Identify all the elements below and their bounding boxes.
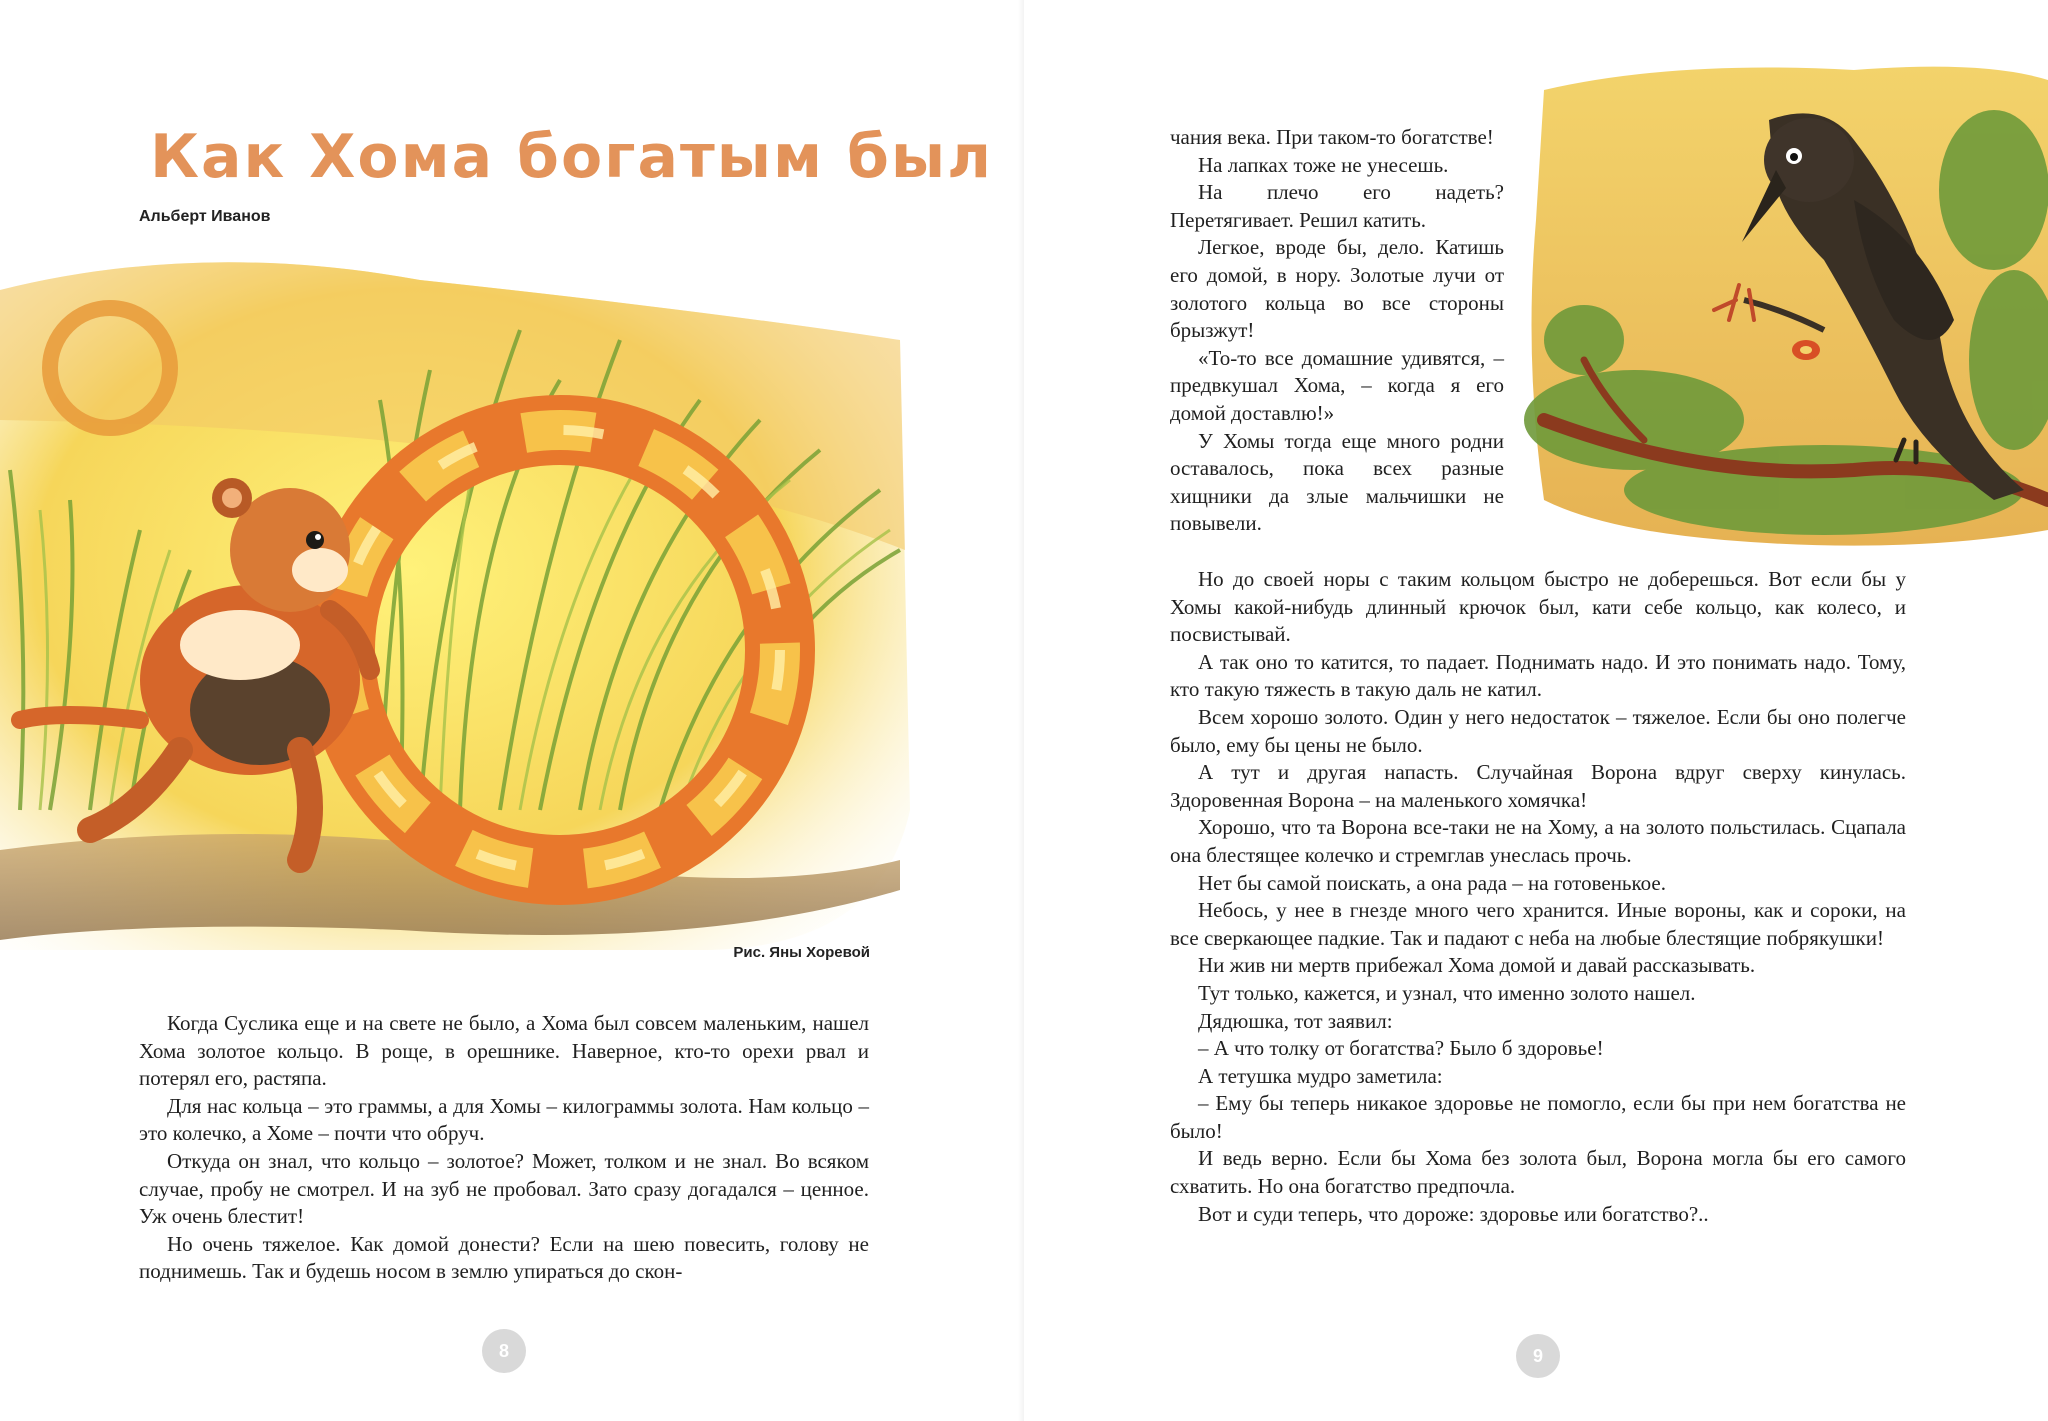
paragraph: На плечо его надеть? Перетягивает. Решил катить. (1170, 180, 1504, 232)
paragraph: На лапках тоже не унесешь. (1198, 152, 1449, 177)
paragraph: Нет бы самой поискать, а она рада – на готовенькое. (1198, 870, 1666, 895)
paragraph: Откуда он знал, что кольцо – золотое? Может, толком и не знал. Во всяком случае, пробу не смотрел. И на зуб не пробовал. Зато сразу догадался – ценное. Уж очень блестит! (139, 1148, 869, 1229)
paragraph: – А что толку от богатства? Было б здоровье! (1198, 1036, 1604, 1061)
story-author: Альберт Иванов (139, 208, 271, 225)
paragraph: «То-то все домашние удивятся, – предвкушал Хома, – когда я его домой доставлю!» (1170, 345, 1504, 425)
paragraph: Вот и суди теперь, что дороже: здоровье или богатство?.. (1198, 1201, 1709, 1226)
illustration-caption: Рис. Яны Хоревой (733, 944, 870, 961)
story-title: Как Хома богатым был (150, 122, 994, 192)
paragraph: Для нас кольца – это граммы, а для Хомы – килограммы золота. Нам кольцо – это колечко, а Хоме – почти что обруч. (139, 1093, 869, 1146)
paragraph: Хорошо, что та Ворона все-таки не на Хому, а на золото польстилась. Сцапала она блестящее колечко и стремглав унеслась прочь. (1170, 815, 1906, 867)
left-page-text (139, 1010, 869, 1286)
paragraph: А тут и другая напасть. Случайная Ворона вдруг сверху кинулась. Здоровенная Ворона – на маленького хомячка! (1170, 760, 1906, 812)
paragraph: Всем хорошо золото. Один у него недостаток – тяжелое. Если бы оно полегче было, ему бы цены не было. (1170, 704, 1906, 757)
right-page-text-bottom (1170, 566, 1906, 1228)
paragraph: Но до своей норы с таким кольцом быстро не доберешься. Вот если бы у Хомы какой-нибудь длинный крючок был, кати себе кольцо, как колесо, и посвистывай. (1170, 567, 1906, 647)
paragraph: – Ему бы теперь никакое здоровье не помогло, если бы при нем богатства не было! (1170, 1091, 1906, 1143)
paragraph: Небось, у нее в гнезде много чего хранится. Иные вороны, как и сороки, на все сверкающее падкие. Так и падают с неба на любые блестящие побрякушки! (1170, 898, 1906, 950)
crow-on-branch-illustration (1524, 60, 2048, 550)
paragraph: А тетушка мудро заметила: (1198, 1063, 1443, 1088)
hamster-with-golden-ring-illustration (0, 250, 920, 960)
paragraph: Но очень тяжелое. Как домой донести? Если на шею повесить, голову не поднимешь. Так и будешь носом в землю упираться до скон- (139, 1231, 869, 1284)
paragraph: чания века. При таком-то богатстве! (1170, 125, 1494, 149)
paragraph: И ведь верно. Если бы Хома без золота был, Ворона могла бы его самого схватить. Но она богатство предпочла. (1170, 1146, 1906, 1199)
paragraph: Когда Суслика еще и на свете не было, а Хома был совсем маленьким, нашел Хома золотое кольцо. В роще, в орешнике. Наверное, кто-то орехи рвал и потерял его, растяпа. (139, 1011, 869, 1091)
page-number-right: 9 (1516, 1334, 1560, 1378)
paragraph: А так оно то катится, то падает. Поднимать надо. И это понимать надо. Тому, кто такую тяжесть в такую даль не катил. (1170, 649, 1906, 702)
paragraph: Тут только, кажется, и узнал, что именно золото нашел. (1198, 980, 1696, 1005)
right-page-text-top (1170, 124, 1504, 538)
page-number-left: 8 (482, 1329, 526, 1373)
paragraph: Дядюшка, тот заявил: (1198, 1008, 1393, 1033)
paragraph: Ни жив ни мертв прибежал Хома домой и давай рассказывать. (1198, 953, 1756, 978)
paragraph: Легкое, вроде бы, дело. Катишь его домой, в нору. Золотые лучи от золотого кольца во все стороны брызжут! (1170, 235, 1504, 343)
paragraph: У Хомы тогда еще много родни оставалось, пока всех разные хищники да злые мальчишки не повывели. (1170, 428, 1504, 536)
